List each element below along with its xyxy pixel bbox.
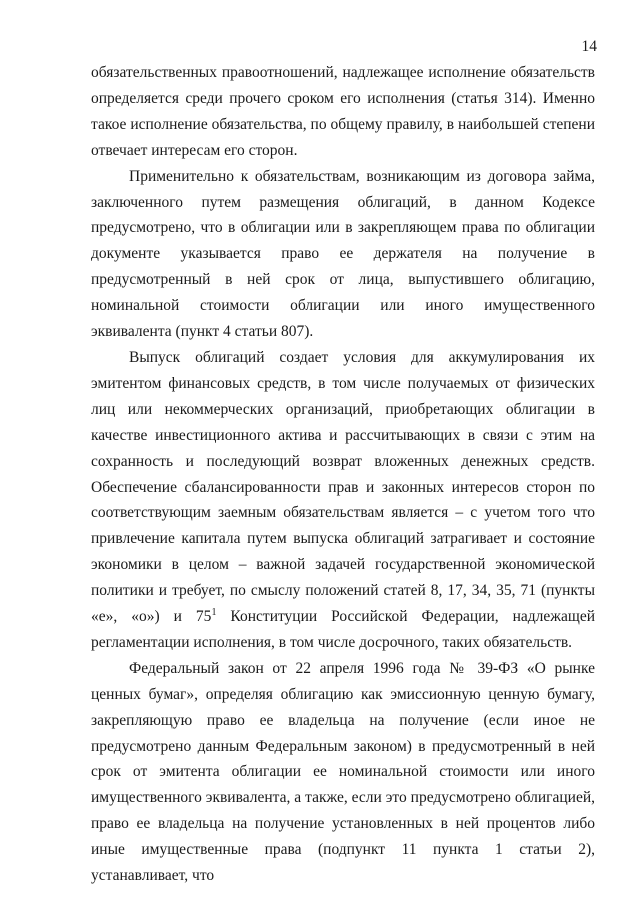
paragraph-bond-loan: Применительно к обязательствам, возникающим из договора займа, заключенного путем размещения облигаций, в данном Кодексе предусмотрено, что в облигации или в закрепляющем права по облигации документе указывается право ее держателя на получение в предусмотренный в ней срок от лица, выпустившего облигацию, номинальной стоимости облигации или иного имущественного эквивалента (пункт 4 статьи 807). <box>91 167 595 341</box>
article-superscript: 1 <box>211 606 217 618</box>
paragraph-bond-issuance <box>91 345 595 656</box>
page-number: 14 <box>581 38 597 55</box>
paragraph-federal-law: Федеральный закон от 22 апреля 1996 года № 39-ФЗ «О рынке ценных бумаг», определяя облигацию как эмиссионную ценную бумагу, закрепляющую право ее владельца на получение (если иное не предусмотрено данным Федеральным законом) в предусмотренный в ней срок от эмитента облигации ее номинальной стоимости или иного имущественного эквивалента, а также, если это предусмотрено облигацией, право ее владельца на получение установленных в ней процентов либо иные имущественные права (подпункт 11 пункта 1 статьи 2), устанавливает, что <box>91 659 595 885</box>
paragraph-bond-issuance-text: Выпуск облигаций создает условия для аккумулирования их эмитентом финансовых средств, в том числе получаемых от физических лиц или некоммерческих организаций, приобретающих облигации в качестве инвестиционного актива и рассчитывающих в связи с этим на сохранность и последующий возврат вложенных денежных средств. Обеспечение сбалансированности прав и законных интересов сторон по соответствующим заемным обязательствам является – с учетом того что привлечение капитала путем выпуска облигаций затрагивает и состояние экономики в целом – важной задачей государственной экономической политики и требует, по смыслу положений статей 8, 17, 34, 35, 71 (пункты «е», «о») и 75 <box>91 348 595 626</box>
paragraph-bond-issuance-tail: Конституции Российской Федерации, надлежащей регламентации исполнения, в том числе досрочного, таких обязательств. <box>91 608 595 651</box>
paragraph-continuation: обязательственных правоотношений, надлежащее исполнение обязательств определяется среди прочего сроком его исполнения (статья 314). Именно такое исполнение обязательства, по общему правилу, в наибольшей степени отвечает интересам его сторон. <box>91 64 595 159</box>
document-body <box>91 60 595 889</box>
